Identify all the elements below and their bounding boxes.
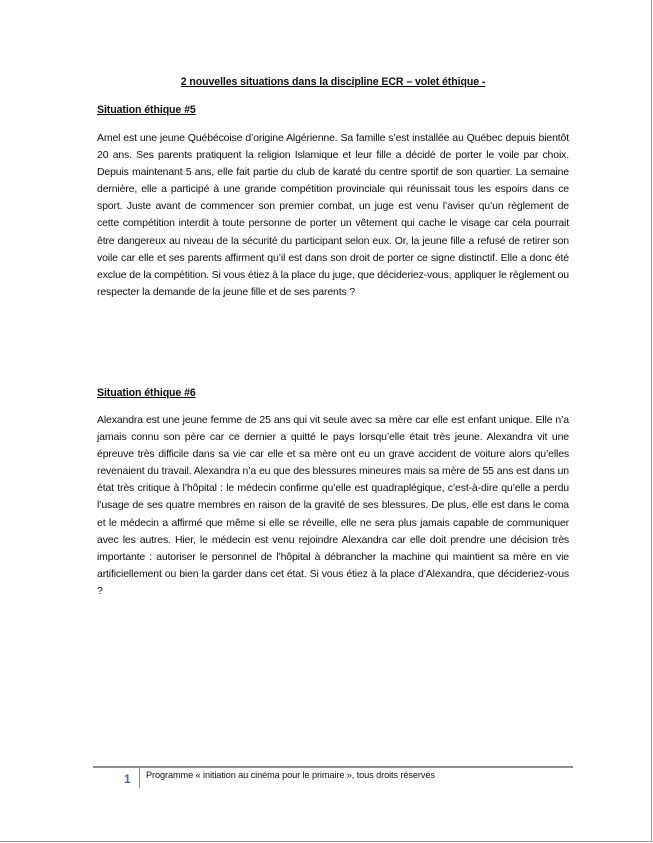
footer-separator <box>139 768 140 788</box>
situation-6-paragraph: Alexandra est une jeune femme de 25 ans qui vit seule avec sa mère car elle est enfant unique. Elle n’a jamais connu son père car ce dernier a quitté le pays lorsqu’elle était très jeune. Alexandra vit une épreuve très difficile dans sa vie car elle et sa mère ont eu un grave accident de voiture alors qu’elles revenaient du travail. Alexandra n’a eu que des blessures mineures mais sa mère de 55 ans est dans un état très critique à l’hôpital : le médecin confirme qu’elle est quadraplégique, c’est-à-dire qu’elle a perdu l’usage de ses quatre membres en raison de la gravité de ses blessures. De plus, elle est dans le coma et le médecin a affirmé que même si elle se réveille, elle ne sera plus jamais capable de communiquer avec les autres. Hier, le médecin est venu rejoindre Alexandra car elle doit prendre une décision très importante : autoriser le personnel de l’hôpital à débrancher la machine qui maintient sa mère en vie artificiellement ou bien la garder dans cet état. Si vous étiez à la place d’Alexandra, que décideriez-vous ? <box>97 414 569 597</box>
situation-5-heading: Situation éthique #5 <box>97 104 196 116</box>
situation-5-paragraph: Amel est une jeune Québécoise d’origine Algérienne. Sa famille s’est installée au Québec depuis bientôt 20 ans. Ses parents pratiquent la religion Islamique et leur fille a décidé de porter le voile par choix. Depuis maintenant 5 ans, elle fait partie du club de karaté du centre sportif de son quartier. La semaine dernière, elle a participé à une grande compétition provinciale qui réunissait tous les espoirs dans ce sport. Juste avant de commencer son premier combat, un juge est venu l’aviser qu’un règlement de cette compétition interdit à toute personne de porter un vêtement qui cache le visage car cela pourrait être dangereux au niveau de la sécurité du participant selon eux. Or, la jeune fille a refusé de retirer son voile car elle et ses parents affirment qu’il est dans son droit de porter ce signe distinctif. Elle a donc été exclue de la compétition. Si vous étiez à la place du juge, que décideriez-vous, appliquer le règlement ou respecter la demande de la jeune fille et de ses parents ? <box>97 132 569 298</box>
footer-page-number: 1 <box>124 772 131 786</box>
document-title: 2 nouvelles situations dans la discipline ECR – volet éthique - <box>180 76 486 88</box>
footer-rule <box>93 766 573 768</box>
footer-text: Programme « initiation au cinéma pour le primaire », tous droits réservés <box>146 770 435 780</box>
situation-6-heading: Situation éthique #6 <box>97 387 196 399</box>
